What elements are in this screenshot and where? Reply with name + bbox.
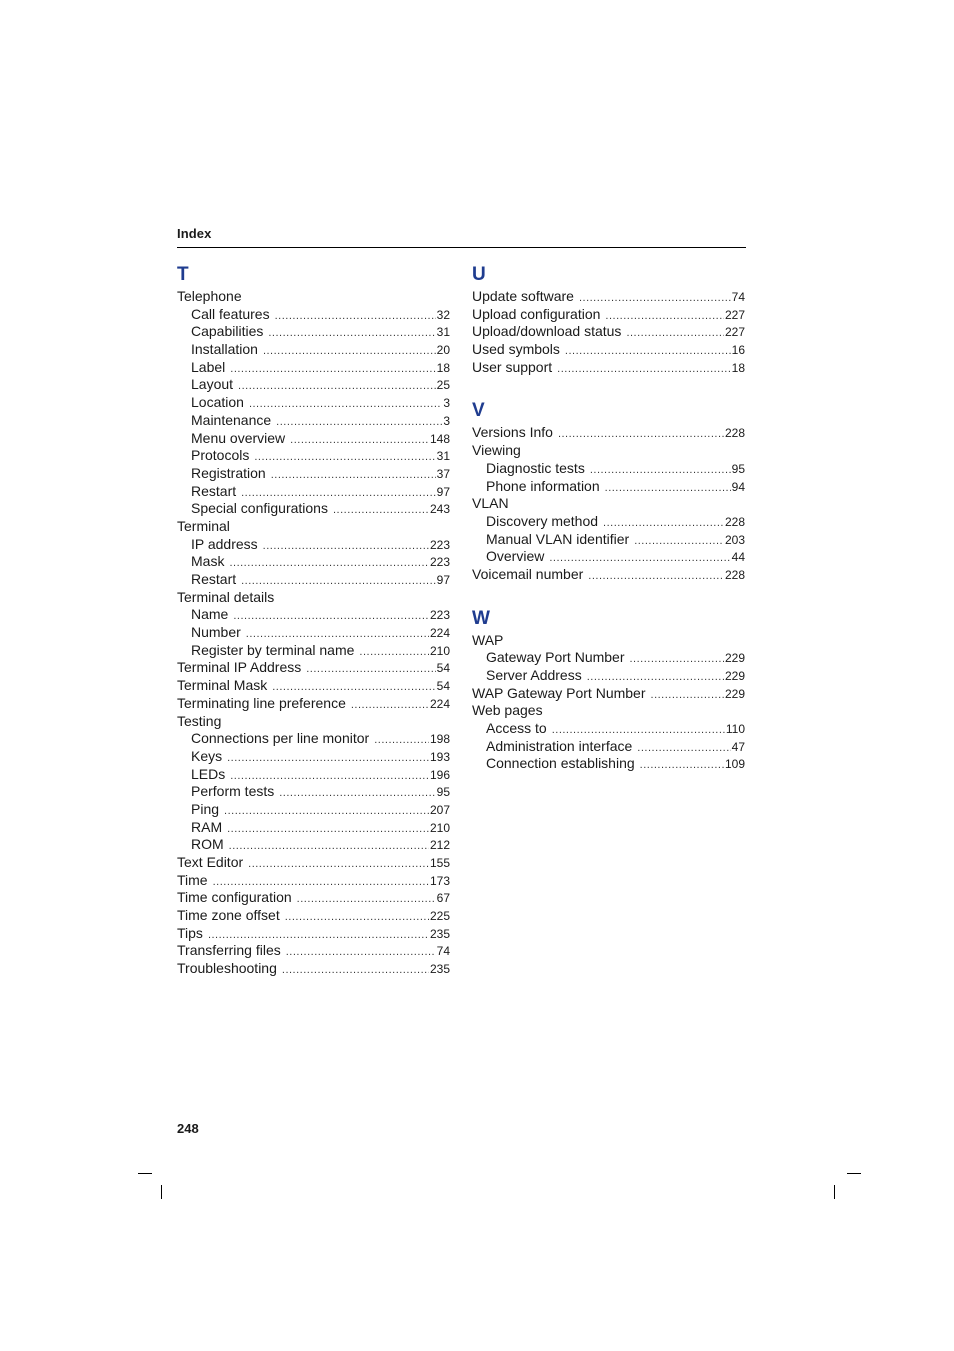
dot-leader [271,467,436,485]
index-subentry [177,500,450,518]
entry-page-number: 225 [429,909,450,924]
index-entry [177,925,450,943]
index-entry [177,589,450,607]
entry-page-number: 196 [429,767,450,782]
entry-term: Tips [177,924,203,941]
dot-leader [279,785,435,803]
entry-term: User support [472,358,553,375]
entry-page-number: 235 [429,962,450,977]
dot-leader [229,555,429,573]
entry-page-number: 223 [429,537,450,552]
entry-page-number: 54 [436,679,450,694]
index-entry [472,323,745,341]
index-entry [177,713,450,731]
index-section-v [472,398,745,583]
page-number: 248 [177,1121,199,1136]
entry-page-number: 229 [724,651,745,666]
dot-leader [268,325,435,343]
entry-term: Connections per line monitor [191,730,370,747]
index-entry [177,518,450,536]
entry-page-number: 207 [429,802,450,817]
entry-term: Text Editor [177,854,244,870]
entry-term: Restart [191,571,237,587]
entry-term: Versions Info [472,424,553,441]
entry-page-number: 243 [429,502,450,517]
entry-term: Phone information [486,477,600,494]
index-subentry [177,536,450,554]
entry-term: WAP Gateway Port Number [472,684,646,701]
entry-page-number: 228 [724,426,745,441]
entry-term: Capabilities [191,323,264,340]
entry-term: Troubleshooting [177,960,277,977]
index-entry [177,889,450,907]
dot-leader [263,538,429,556]
index-subentry [177,359,450,377]
entry-term: Registration [191,464,266,481]
dot-leader [634,533,724,551]
index-subentry [472,513,745,531]
index-subentry [177,341,450,359]
entry-term: Number [191,624,241,641]
entry-term: WAP [472,631,504,648]
entry-term: Terminal details [177,588,275,605]
index-entry [472,702,745,720]
dot-leader [306,661,435,679]
entry-term: Server Address [486,667,582,683]
dot-leader [285,909,429,927]
entry-term: Ping [191,800,220,817]
index-entry [177,872,450,890]
index-entry [472,359,745,377]
crop-mark-bottom-left-horizontal [138,1173,152,1174]
entry-page-number: 95 [436,785,450,800]
index-column-right [472,262,745,795]
entry-page-number: 148 [429,431,450,446]
entry-term: Restart [191,482,237,499]
index-entry [177,960,450,978]
entry-term: Mask [191,553,225,570]
index-entry [472,495,745,513]
index-subentry [177,748,450,766]
index-subentry [472,460,745,478]
entry-page-number: 44 [731,550,745,565]
index-entry [472,632,745,650]
entry-term: Connection establishing [486,755,635,772]
entry-page-number: 97 [436,484,450,499]
index-entry [177,695,450,713]
entry-term: Layout [191,376,234,393]
entry-page-number: 54 [436,661,450,676]
dot-leader [351,697,429,715]
index-subentry [472,478,745,496]
entry-term: Gateway Port Number [486,649,625,666]
entry-page-number: 74 [731,290,745,304]
entry-page-number: 16 [731,343,745,358]
entry-term: IP address [191,535,258,552]
entry-term: Terminal Mask [177,677,268,694]
entry-page-number: 224 [429,626,450,641]
index-subentry [177,801,450,819]
index-subentry [472,667,745,685]
entry-term: RAM [191,818,223,835]
dot-leader [374,732,429,750]
entry-term: Time configuration [177,889,292,906]
entry-term: Terminating line preference [177,694,346,711]
entry-term: Administration interface [486,737,633,754]
entry-term: Diagnostic tests [486,459,585,476]
index-entry [177,907,450,925]
entry-page-number: 198 [429,732,450,747]
entry-page-number: 228 [724,567,745,582]
index-section-w [472,606,745,774]
index-subentry [177,836,450,854]
entry-page-number: 229 [724,669,745,683]
index-subentry [177,376,450,394]
entry-page-number: 224 [429,696,450,711]
entry-page-number: 74 [436,944,450,959]
entry-page-number: 110 [725,722,745,737]
index-subentry [177,323,450,341]
dot-leader [651,687,724,705]
entry-page-number: 229 [724,686,745,701]
entry-term: Register by terminal name [191,641,355,658]
dot-leader [558,426,724,444]
index-subentry [177,553,450,571]
index-subentry [177,571,450,589]
index-subentry [177,730,450,748]
dot-leader [224,803,429,821]
index-subentry [177,306,450,324]
section-letter: U [472,264,486,285]
index-subentry [177,430,450,448]
entry-term: Time zone offset [177,907,280,924]
entry-term: Voicemail number [472,565,584,582]
dot-leader [276,414,442,432]
index-entry [177,854,450,872]
entry-term: Label [191,358,226,375]
entry-page-number: 227 [724,325,745,340]
entry-term: Access to [486,720,547,737]
dot-leader [637,740,730,758]
index-subentry [177,465,450,483]
crop-mark-bottom-left-vertical [161,1185,162,1199]
dot-leader [248,856,429,874]
entry-term: Terminal [177,517,230,534]
index-entry [472,566,745,584]
dot-leader [565,343,731,361]
index-entry [177,942,450,960]
index-subentry [177,394,450,412]
entry-term: Upload/download status [472,323,622,340]
dot-leader [227,821,429,839]
index-subentry [177,766,450,784]
entry-page-number: 31 [436,449,450,464]
dot-leader [254,449,435,467]
entry-page-number: 95 [731,461,745,476]
index-entry [177,288,450,306]
entry-page-number: 97 [436,573,450,587]
index-subentry [472,649,745,667]
entry-term: Manual VLAN identifier [486,530,630,547]
entry-page-number: 20 [436,343,450,358]
entry-page-number: 227 [724,307,745,322]
dot-leader [238,378,436,396]
entry-term: Protocols [191,447,250,464]
entry-page-number: 155 [429,856,450,870]
entry-page-number: 94 [731,479,745,494]
entry-page-number: 32 [436,307,450,322]
entry-term: Discovery method [486,512,599,529]
header-rule [177,247,746,248]
entry-term: Upload configuration [472,305,601,322]
entry-term: Terminal IP Address [177,659,302,676]
entry-term: Web pages [472,702,543,719]
index-subentry [177,642,450,660]
index-subentry [177,412,450,430]
index-entry [177,659,450,677]
index-entry [472,685,745,703]
entry-term: Testing [177,712,222,729]
entry-term: Viewing [472,442,521,459]
entry-term: Menu overview [191,429,286,446]
entry-term: Name [191,606,229,623]
dot-leader [630,651,724,669]
entry-term: Keys [191,747,223,764]
dot-leader [229,838,429,856]
dot-leader [249,396,442,414]
entry-term: Perform tests [191,783,275,800]
entry-page-number: 109 [724,757,745,772]
entry-page-number: 47 [731,739,745,754]
entry-term: LEDs [191,765,226,782]
index-entry [472,306,745,324]
dot-leader [333,502,429,520]
index-entry [472,442,745,460]
index-entry [472,341,745,359]
entry-term: Special configurations [191,500,328,517]
entry-page-number: 18 [731,360,745,375]
dot-leader [605,480,731,498]
entry-page-number: 210 [429,643,450,658]
dot-leader [275,308,436,326]
entry-page-number: 235 [429,926,450,941]
entry-term: Overview [486,548,545,565]
index-entry [472,424,745,442]
index-entry [177,677,450,695]
entry-term: Update software [472,288,574,304]
entry-term: VLAN [472,495,509,512]
index-subentry [177,624,450,642]
entry-page-number: 67 [436,891,450,906]
index-subentry [472,755,745,773]
entry-term: Installation [191,341,258,358]
dot-leader [640,757,724,775]
index-subentry [472,738,745,756]
index-subentry [472,531,745,549]
index-subentry [472,548,745,566]
dot-leader [359,644,429,662]
index-subentry [177,819,450,837]
entry-page-number: 223 [429,555,450,570]
index-section-u [472,262,745,376]
index-subentry [177,606,450,624]
entry-term: Location [191,394,244,411]
index-entry [472,288,745,306]
entry-page-number: 25 [436,378,450,393]
dot-leader [290,432,429,450]
entry-term: Maintenance [191,411,272,428]
entry-term: Time [177,871,208,888]
dot-leader [286,944,436,962]
dot-leader [297,891,436,909]
index-section-t [177,262,450,978]
index-subentry [472,720,745,738]
index-subentry [177,447,450,465]
index-subentry [177,783,450,801]
dot-leader [282,962,429,980]
entry-term: Used symbols [472,341,560,358]
running-head: Index [177,226,212,241]
crop-mark-bottom-right-vertical [834,1185,835,1199]
section-letter: V [472,400,485,422]
entry-page-number: 18 [436,360,450,375]
index-subentry [177,483,450,501]
entry-page-number: 212 [429,838,450,853]
entry-term: ROM [191,836,224,853]
entry-page-number: 223 [429,608,450,623]
crop-mark-bottom-right-horizontal [847,1173,861,1174]
entry-term: Call features [191,305,270,322]
dot-leader [227,750,429,768]
dot-leader [590,462,731,480]
entry-page-number: 37 [436,466,450,481]
entry-term: Telephone [177,288,242,304]
entry-page-number: 193 [429,749,450,764]
index-column-left [177,262,450,1000]
entry-page-number: 203 [724,532,745,547]
dot-leader [626,325,724,343]
section-letter: T [177,264,189,285]
section-letter: W [472,607,490,629]
entry-page-number: 228 [724,514,745,529]
dot-leader [230,361,435,379]
entry-page-number: 210 [429,820,450,835]
dot-leader [263,343,436,361]
entry-page-number: 31 [436,325,450,340]
dot-leader [557,361,730,379]
entry-page-number: 3 [443,413,450,428]
entry-page-number: 3 [443,396,450,411]
entry-page-number: 173 [429,873,450,888]
dot-leader [588,568,724,586]
dot-leader [233,608,429,626]
entry-term: Transferring files [177,942,281,959]
